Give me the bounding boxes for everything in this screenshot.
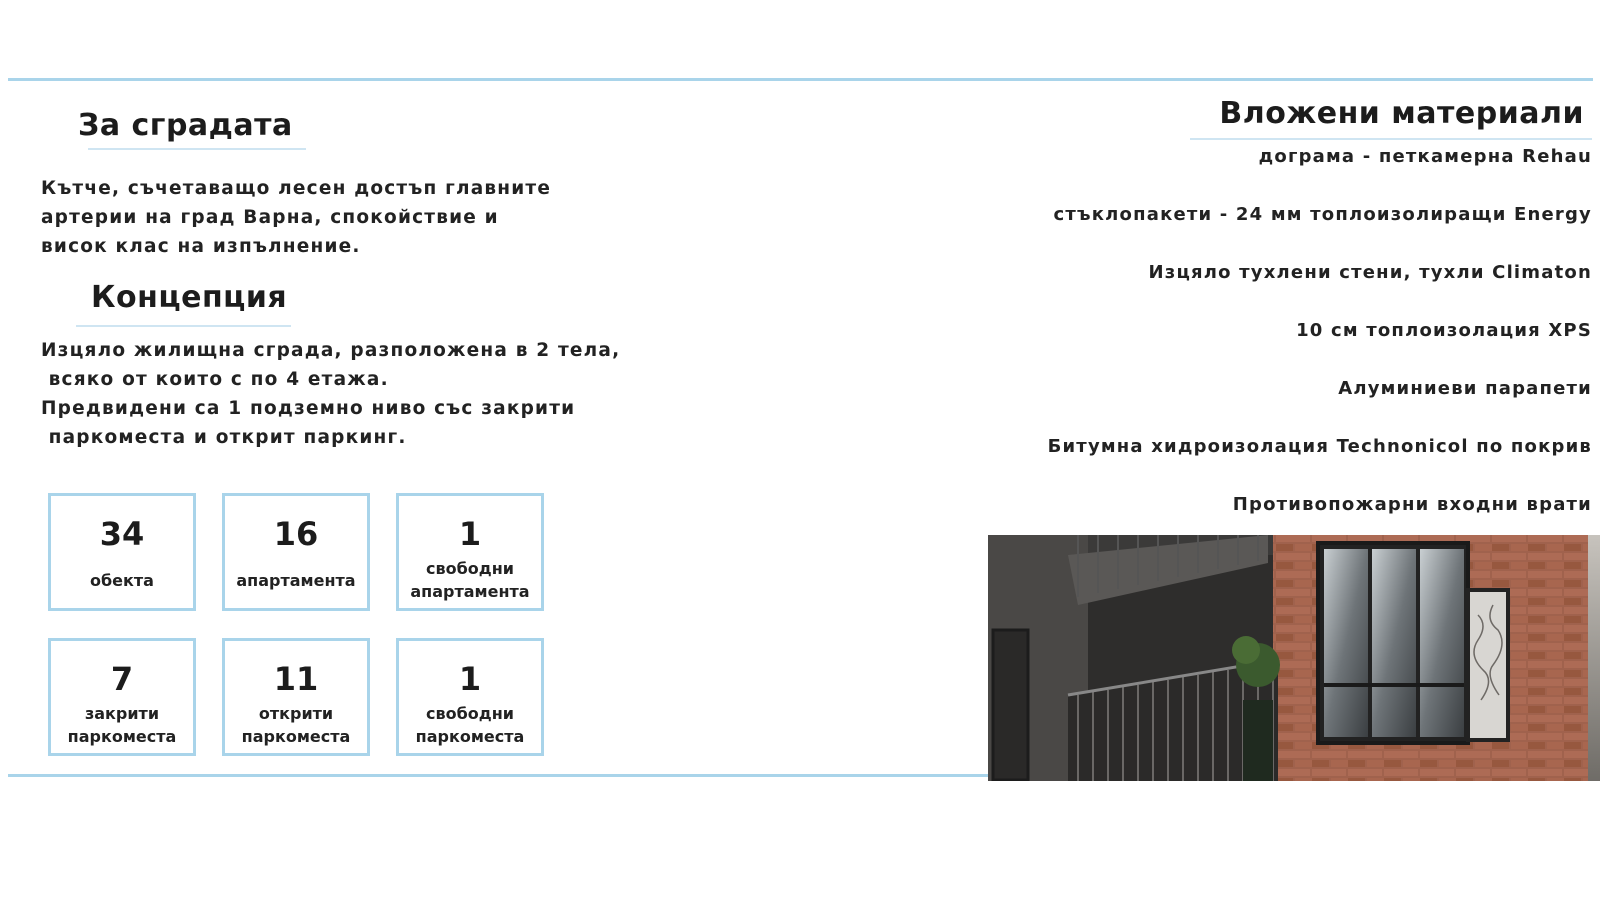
stat-value: 1: [458, 515, 482, 553]
stat-card-free-parking: [396, 638, 544, 756]
stat-label: открити паркоместа: [241, 704, 351, 746]
stat-value: 34: [99, 515, 145, 553]
materials-item: Битумна хидроизолация Technonicol по покрив: [1047, 436, 1592, 457]
top-divider: [8, 78, 1593, 81]
materials-item: стъклопакети - 24 мм топлоизолиращи Energy: [1053, 204, 1592, 225]
stat-label: свободни паркоместа: [415, 704, 525, 746]
stat-label: обекта: [90, 570, 154, 590]
stat-value: 16: [273, 515, 319, 553]
stat-label: свободни апартамента: [410, 559, 530, 601]
concept-heading-underline: [76, 325, 291, 327]
stat-value: 11: [273, 660, 319, 698]
materials-item: Изцяло тухлени стени, тухли Climaton: [1148, 262, 1592, 283]
about-heading: За сградата: [78, 108, 293, 143]
stat-card-apartments: [222, 493, 370, 611]
about-heading-underline: [88, 148, 306, 150]
stat-card-objects: [48, 493, 196, 611]
bottom-divider: [8, 774, 988, 777]
materials-list: [952, 140, 1592, 546]
building-facade-photo: [988, 535, 1600, 781]
materials-heading: Вложени материали: [1219, 96, 1584, 131]
stat-card-covered-parking: [48, 638, 196, 756]
materials-item: 10 см топлоизолация XPS: [1296, 320, 1592, 341]
stat-card-open-parking: [222, 638, 370, 756]
stat-label: закрити паркоместа: [67, 704, 177, 746]
stat-value: 1: [458, 660, 482, 698]
materials-item: Противопожарни входни врати: [1232, 494, 1592, 515]
concept-heading: Концепция: [91, 280, 288, 315]
materials-item: дограма - петкамерна Rehau: [1258, 146, 1592, 167]
building-facade-illustration: [988, 535, 1600, 781]
stat-card-free-apartments: [396, 493, 544, 611]
about-text: Кътче, съчетаващо лесен достъп главните артерии на град Варна, спокойствие и висок клас на изпълнение.: [41, 178, 552, 257]
stat-value: 7: [110, 660, 134, 698]
materials-item: Алуминиеви парапети: [1338, 378, 1592, 399]
stat-label: апартамента: [236, 570, 356, 590]
concept-text: Изцяло жилищна сграда, разположена в 2 тела, всяко от които с по 4 етажа. Предвидени са 1 подземно ниво със закрити паркоместа и открит паркинг.: [41, 340, 621, 448]
